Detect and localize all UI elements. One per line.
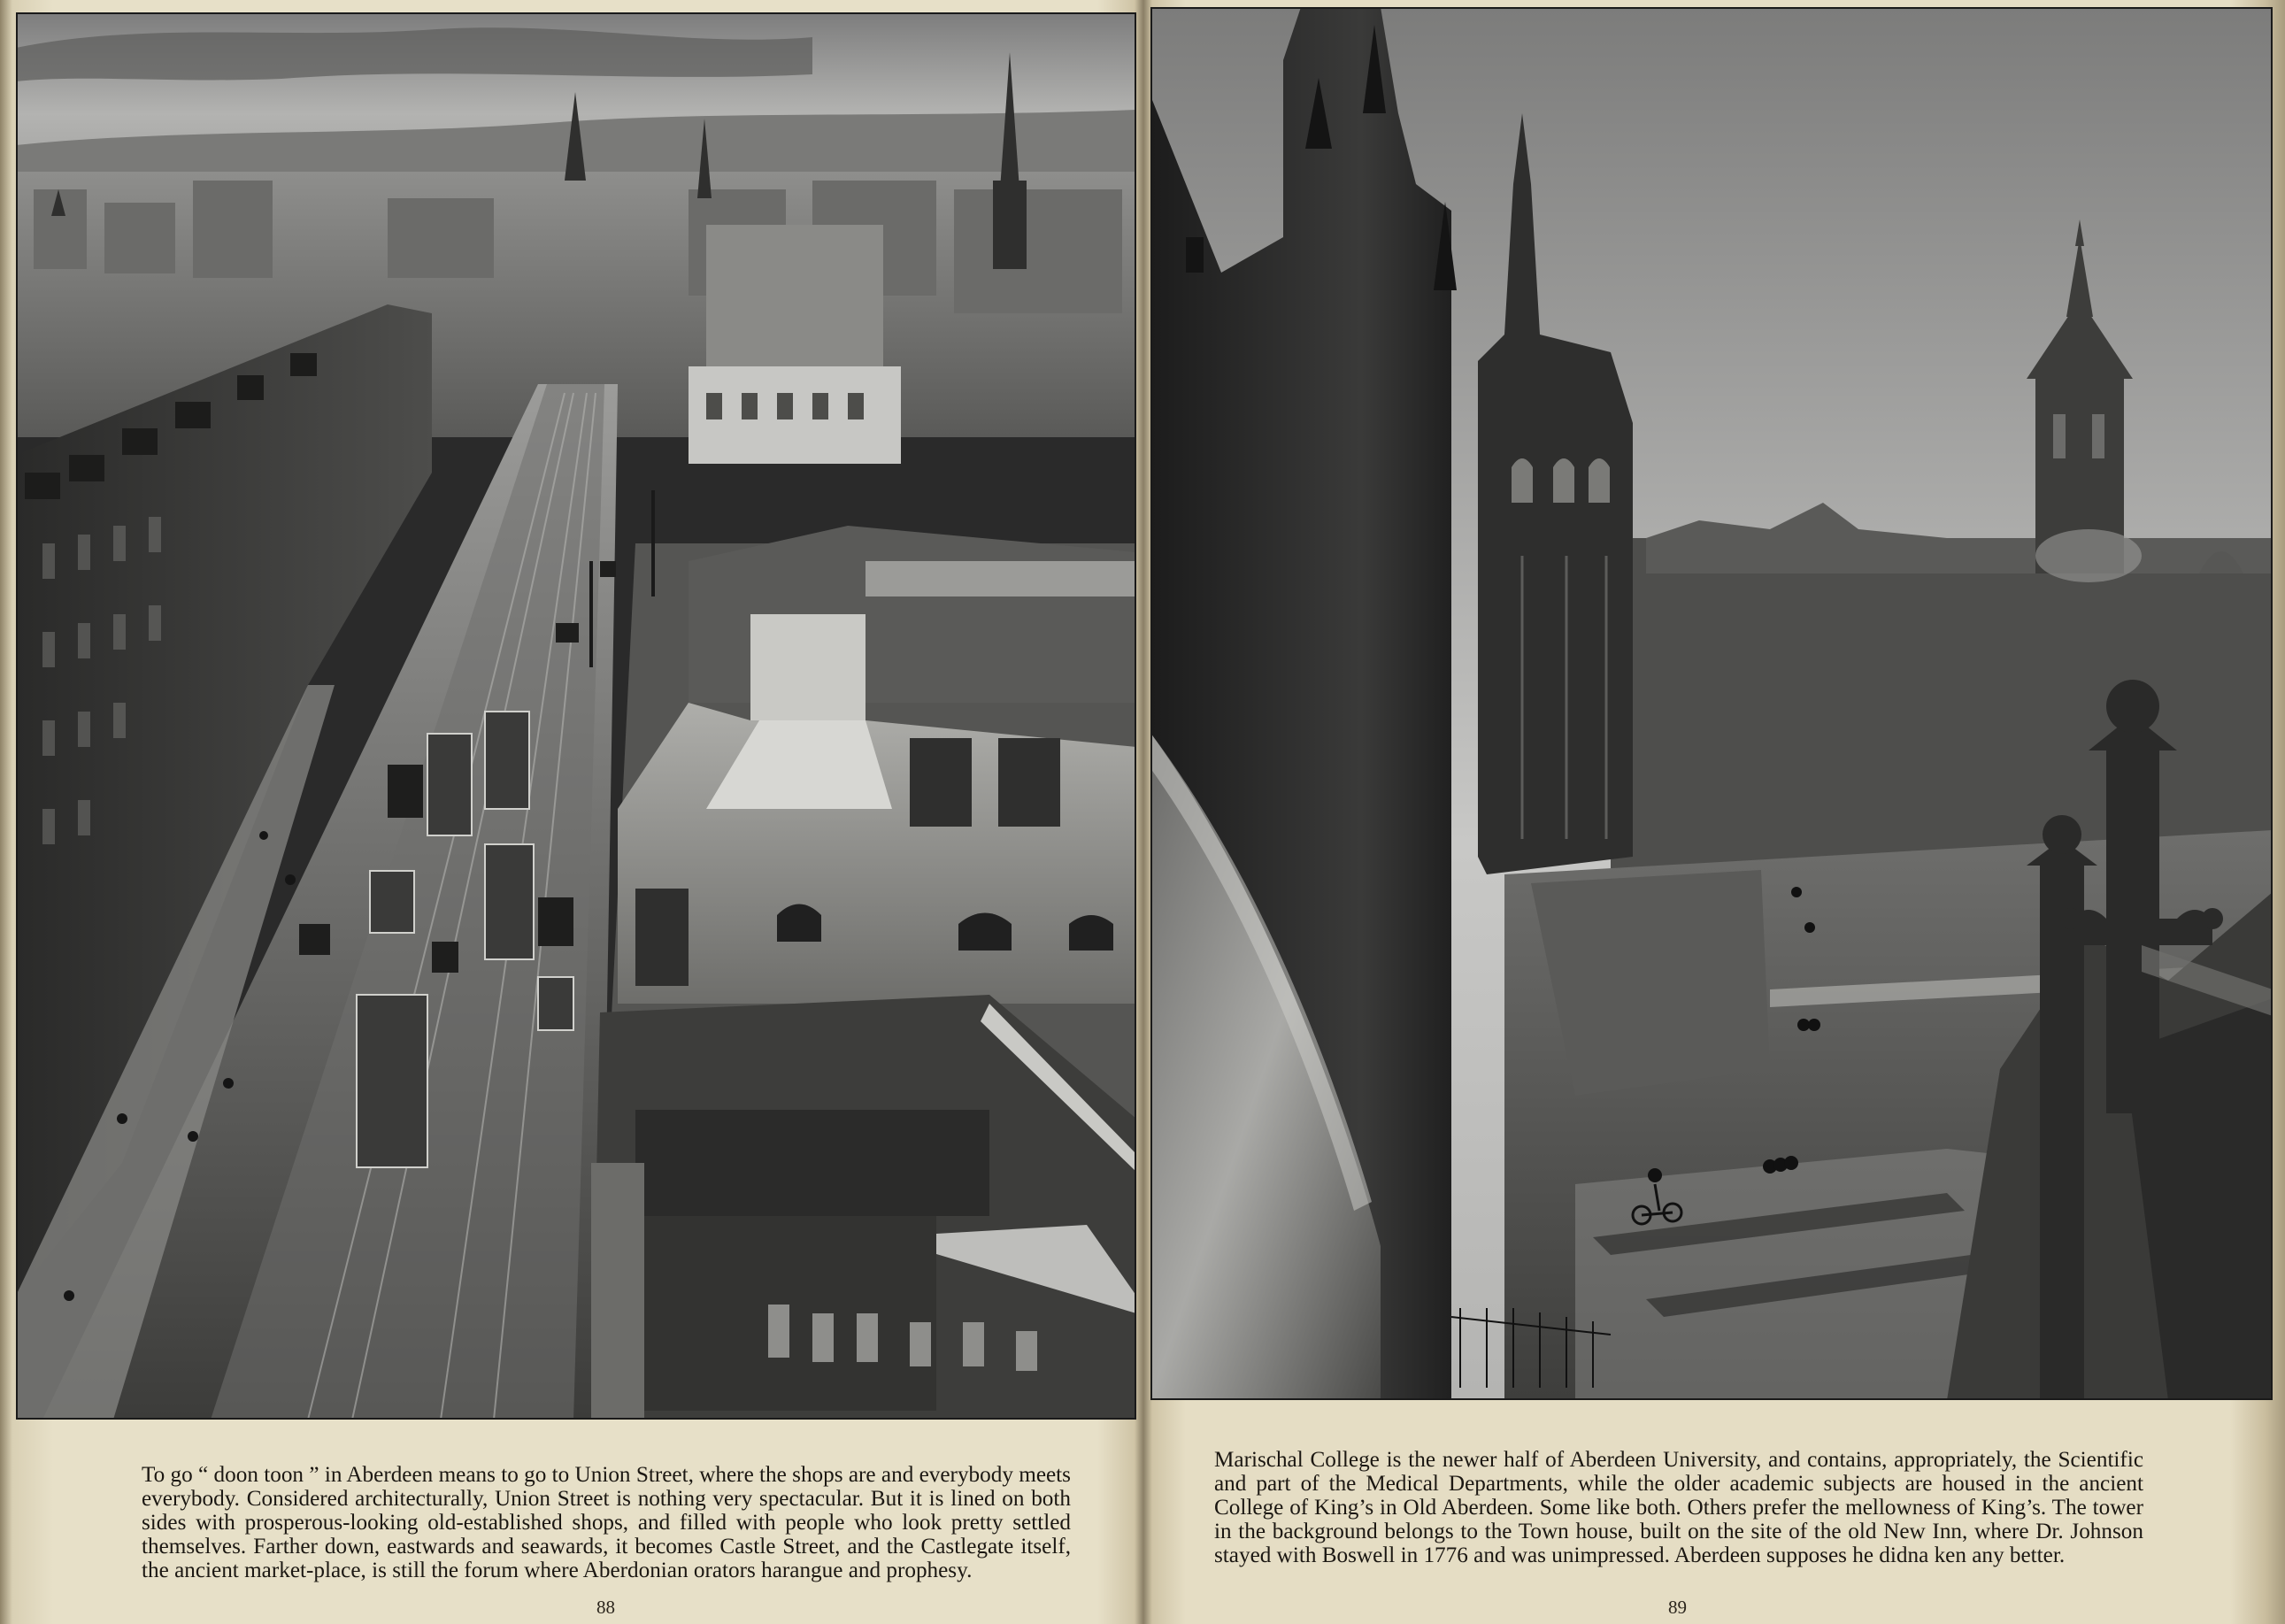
marischal-college-photo — [1150, 7, 2273, 1400]
right-page — [1143, 0, 2285, 1624]
union-street-photo — [16, 12, 1136, 1420]
page-number-left: 88 — [596, 1597, 615, 1618]
marischal-college-caption: Marischal College is the newer half of Aberdeen University, and contains, appropriately, the Scientific and part of the Medical Departments, while the older academic subjects are housed in the ancient College of King’s in Old Aberdeen. Some like both. Others prefer the mellowness of King’s. The tower in the background belongs to the Town house, built on the site of the old New Inn, where Dr. Johnson stayed with Boswell in 1776 and was unimpressed. Aberdeen supposes he didna ken any better. — [1214, 1448, 2143, 1568]
page-number-right: 89 — [1668, 1597, 1687, 1618]
union-street-illustration — [16, 12, 1136, 1420]
union-street-caption: To go “ doon toon ” in Aberdeen means to go to Union Street, where the shops are and everybody meets everybody. Considered architecturally, Union Street is nothing very spectacular. But it is lined on both sides with prosperous-looking old-established shops, and filled with people who look pretty settled themselves. Farther down, eastwards and seawards, it becomes Castle Street, and the Castlegate itself, the ancient market-place, is still the forum where Aberdonian orators harangue and prophesy. — [142, 1463, 1071, 1583]
marischal-college-illustration — [1150, 7, 2273, 1400]
